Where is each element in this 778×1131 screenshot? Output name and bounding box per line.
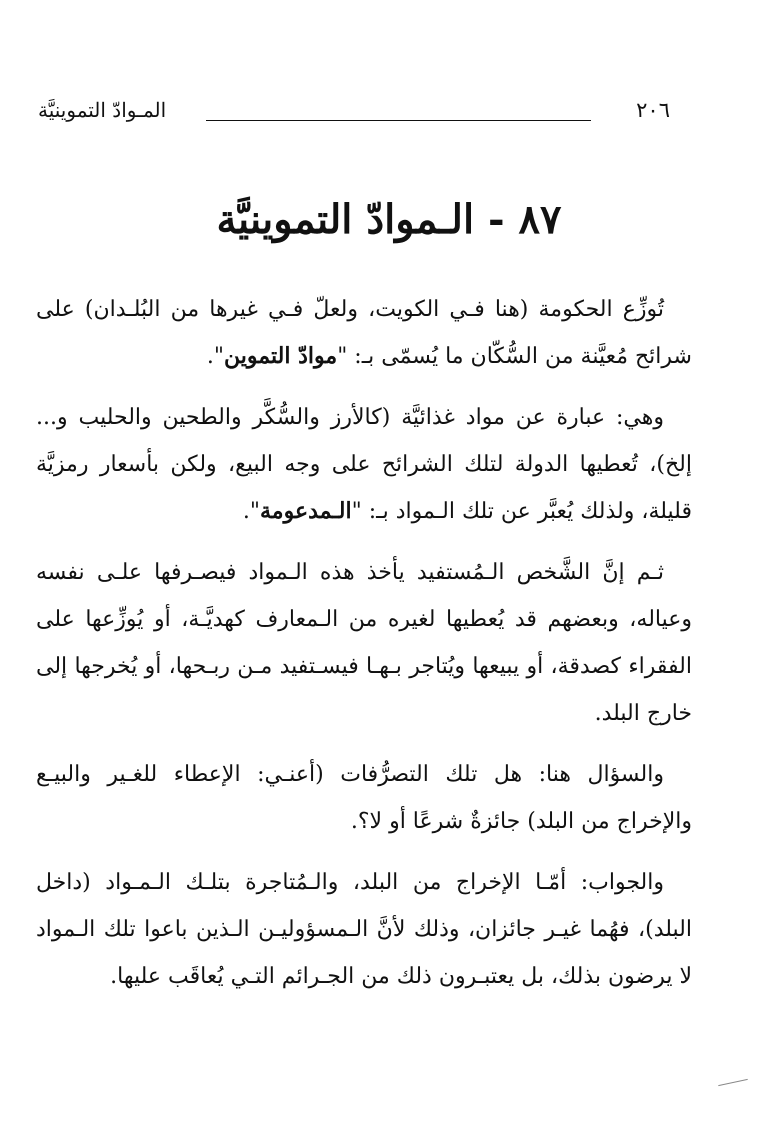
header-rule <box>206 120 591 121</box>
paragraph-3 <box>36 549 692 737</box>
paragraph-4 <box>36 751 692 845</box>
scan-mark <box>718 1079 748 1086</box>
paragraph-2 <box>36 394 692 535</box>
paragraph-text: ثـم إنَّ الشَّخص الـمُستفيد يأخذ هذه الـمواد فيصـرفها علـى نفسه وعياله، وبعضهم قد يُعطيها لغيره من الـمعارف كهديَّـة، أو يُوزِّعها على الفقراء كصدقة، أو يبيعها ويُتاجر بـهـا فيسـتفيد مـن ربـحها، أو يُخرجها إلى خارج البلد. <box>36 560 692 726</box>
page-number: ٢٠٦ <box>636 98 670 122</box>
paragraph-text: وهي: عبارة عن مواد غذائيَّة (كالأرز والسُّكَّر والطحين والحليب و... إلخ)، تُعطيها الدولة لتلك الشرائح على وجه البيع، ولكن بأسعار رمزيَّة قليلة، ولذلك يُعبَّر عن تلك الـمواد بـ: " <box>36 405 692 524</box>
paragraph-text: تُوزِّع الحكومة (هنا فـي الكويت، ولعلّ فـي غيرها من البُلـدان) على شرائح مُعيَّنة من السُّكّان ما يُسمّى بـ: " <box>36 297 692 369</box>
running-title: المـوادّ التموينيَّة <box>38 98 167 122</box>
bold-term: الـمدعومة <box>260 498 352 524</box>
running-header <box>38 98 670 134</box>
paragraph-text: ". <box>242 499 260 524</box>
bold-term: موادّ التموين <box>224 343 338 369</box>
paragraph-5 <box>36 859 692 1000</box>
body-text <box>36 286 692 1014</box>
paragraph-text: ". <box>206 344 225 369</box>
paragraph-1 <box>36 286 692 380</box>
chapter-heading: ٨٧ - الـموادّ التموينيَّة <box>216 196 562 243</box>
paragraph-text: والسؤال هنا: هل تلك التصرُّفات (أعنـي: الإعطاء للغـير والبيـع والإخراج من البلد) جائزةٌ شرعًا أو لا؟. <box>36 762 692 834</box>
paragraph-text: والجواب: أمّـا الإخراج من البلد، والـمُتاجرة بتلـك الـمـواد (داخل البلد)، فهُما غيـر جائزان، وذلك لأنَّ الـمسؤوليـن الـذين باعوا تلك الـمواد لا يرضون بذلك، بل يعتبـرون ذلك من الجـرائم التـي يُعاقَب عليها. <box>36 870 692 989</box>
